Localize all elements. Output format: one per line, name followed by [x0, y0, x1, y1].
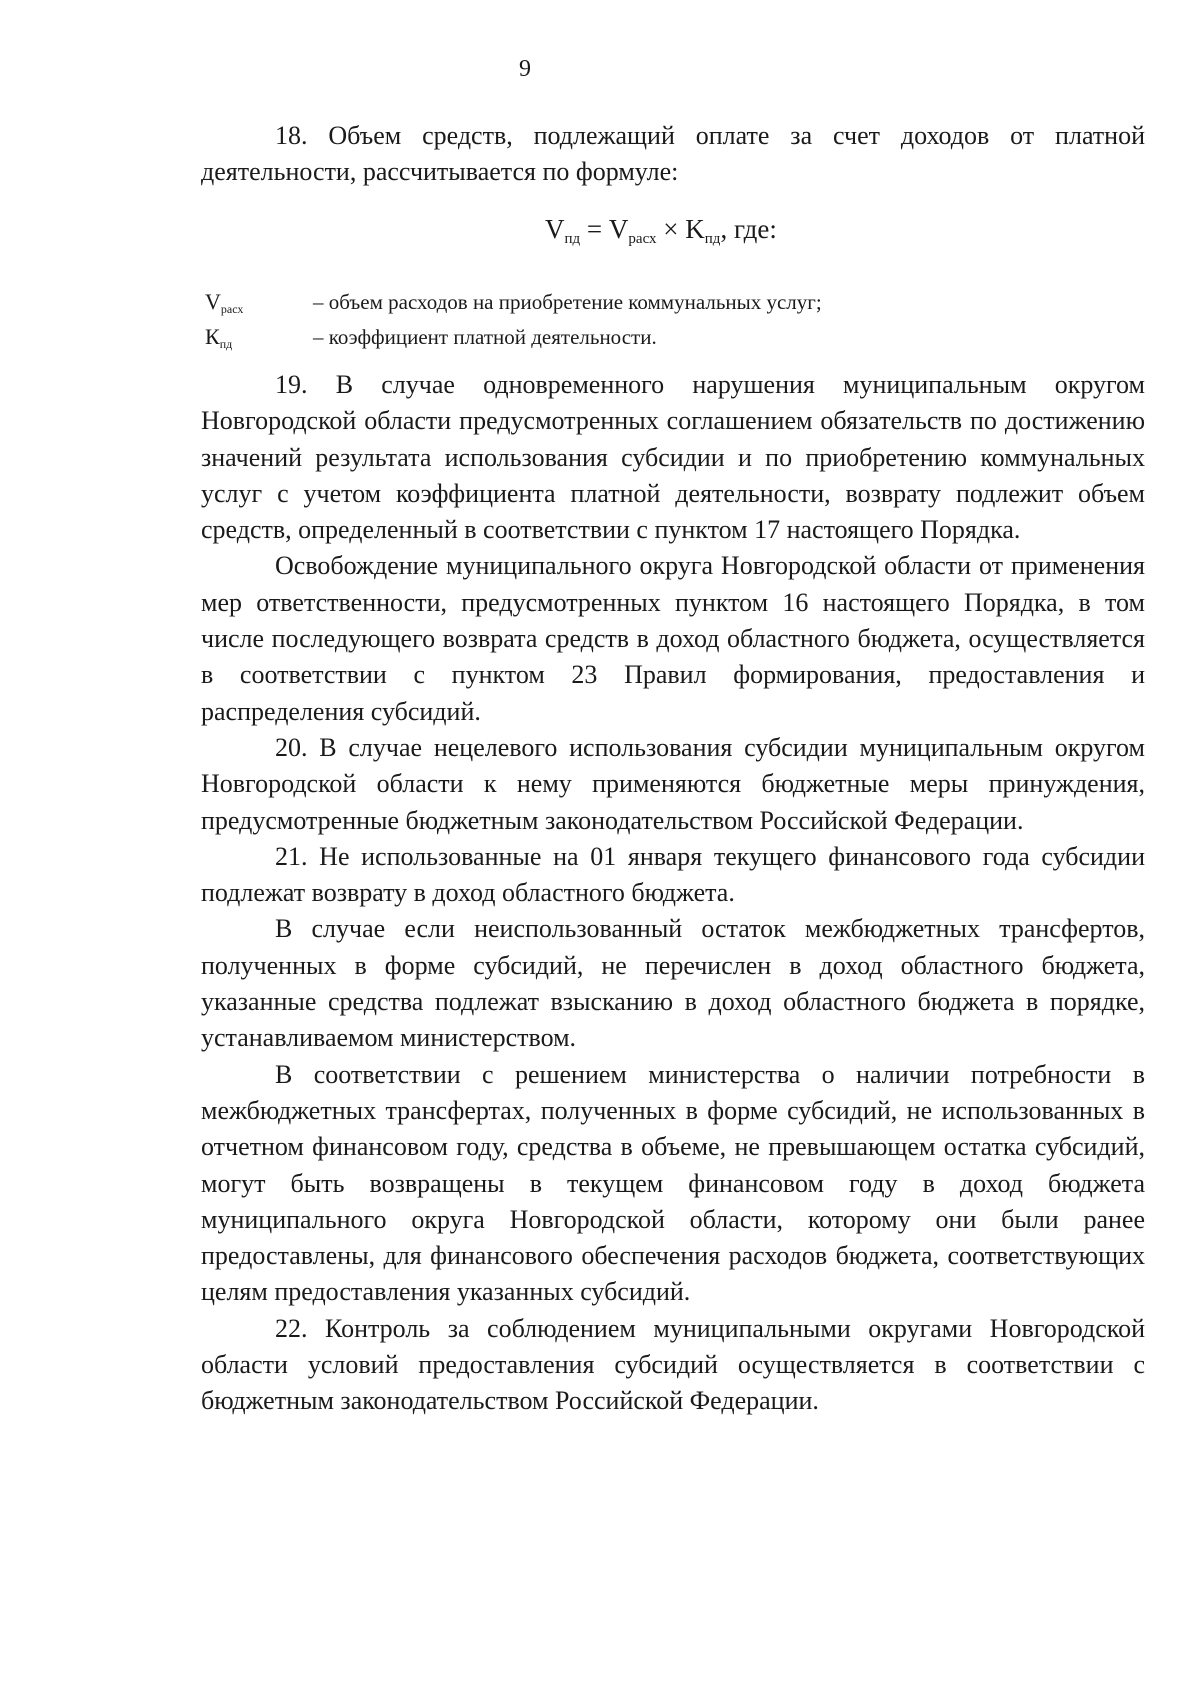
formula-v2: V	[608, 214, 629, 244]
paragraph-21-return: В соответствии с решением министерства о наличии потребности в межбюджетных трансфертах, полученных в форме субсидий, не использованных в отчетном финансовом году, средства в объеме, не превышающем остатка субсидий, могут быть возвращены в текущем финансовом году в доход бюджета муниципального округа Новгородской области, которому они были ранее предоставлены, для финансового обеспечения расходов бюджета, соответствующих целям предоставления указанных субсидий.	[201, 1059, 1145, 1307]
formula-times: ×	[663, 214, 679, 244]
page-number: 9	[519, 56, 531, 82]
paragraph-18: 18. Объем средств, подлежащий оплате за счет доходов от платной деятельности, рассчитывается по формуле:	[201, 121, 1145, 187]
formula-v: V	[545, 214, 565, 244]
formula-tail: , где:	[720, 214, 777, 244]
formula-v2-sub: расх	[628, 231, 657, 247]
legend-symbol-letter: V	[205, 289, 221, 314]
legend-symbol	[205, 289, 313, 317]
legend-text: – коэффициент платной деятельности.	[313, 325, 657, 349]
paragraph-21-remainder: В случае если неиспользованный остаток межбюджетных трансфертов, полученных в форме субсидий, не перечислен в доход областного бюджета, указанные средства подлежат взысканию в доход областного бюджета в порядке, устанавливаемом министерством.	[201, 914, 1145, 1053]
formula-k: K	[685, 214, 705, 244]
legend-item	[205, 289, 822, 317]
paragraph-20: 20. В случае нецелевого использования субсидии муниципальным округом Новгородской области к нему применяются бюджетные меры принуждения, предусмотренные бюджетным законодательством Российской Федерации.	[201, 732, 1145, 835]
legend-symbol-sub: расх	[220, 302, 244, 316]
formula-eq: =	[586, 214, 603, 244]
legend-symbol	[205, 324, 313, 352]
paragraph-19-release: Освобождение муниципального округа Новгородской области от применения мер ответственности, предусмотренных пунктом 16 настоящего Порядка, в том числе последующего возврата средств в доход областного бюджета, осуществляется в соответствии с пунктом 23 Правил формирования, предоставления и распределения субсидий.	[201, 551, 1145, 726]
legend-item	[205, 324, 657, 352]
paragraph-22: 22. Контроль за соблюдением муниципальными округами Новгородской области условий предоставления субсидий осуществляется в соответствии с бюджетным законодательством Российской Федерации.	[201, 1313, 1145, 1416]
main-body	[201, 367, 1145, 1420]
formula-k-sub: пд	[704, 231, 721, 247]
paragraph-18-block	[201, 118, 1145, 191]
paragraph-19: 19. В случае одновременного нарушения муниципальным округом Новгородской области предусмотренных соглашением обязательств по достижению значений результата использования субсидии и по приобретению коммунальных услуг с учетом коэффициента платной деятельности, возврату подлежит объем средств, определенный в соответствии с пунктом 17 настоящего Порядка.	[201, 370, 1145, 545]
formula-v-sub: пд	[564, 231, 581, 247]
paragraph-21: 21. Не использованные на 01 января текущего финансового года субсидии подлежат возврату в доход областного бюджета.	[201, 841, 1145, 908]
formula	[545, 214, 777, 248]
legend-symbol-sub: пд	[219, 337, 233, 351]
legend-text: – объем расходов на приобретение коммунальных услуг;	[313, 290, 822, 314]
legend-symbol-letter: К	[205, 324, 220, 349]
